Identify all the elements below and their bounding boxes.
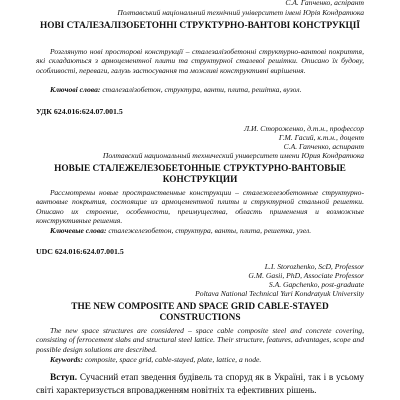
ru-abstract: Рассмотрены новые пространственные конструкции – сталежелезобетонные структурно-вантовые покрытия, состоящие из армоцементной плиты и структурной стальной решетки. Описано их строение, особенности, преимущества, область применения и возможные конструктивные решения. <box>36 188 364 226</box>
ru-keywords-text: сталежелезобетон, структура, ванты, плита, решетка, узел. <box>108 226 312 235</box>
ru-keywords <box>36 226 364 235</box>
ru-author-1: Л.И. Стороженко, д.т.н., профессор <box>243 124 364 133</box>
ua-title: НОВІ СТАЛЕЗАЛІЗОБЕТОННІ СТРУКТУРНО-ВАНТОВІ КОНСТРУКЦІЇ <box>40 21 360 31</box>
ru-title: НОВЫЕ СТАЛЕЖЕЛЕЗОБЕТОННЫЕ СТРУКТУРНО-ВАНТОВЫЕ КОНСТРУКЦИИ <box>54 164 346 185</box>
ua-affiliation: Полтавський національний технічний університет імені Юрія Кондратюка <box>117 8 364 17</box>
en-affiliation: Poltava National Technical Yuri Kondratyuk University <box>195 289 364 298</box>
intro-paragraph <box>36 372 364 397</box>
en-keywords-text: composite, space grid, cable-stayed, plate, lattice, a node. <box>84 355 262 364</box>
en-title: THE NEW COMPOSITE AND SPACE GRID CABLE-STAYED CONSTRUCTIONS <box>71 302 329 323</box>
en-abstract: The new space structures are considered – space cable composite steel and concrete covering, consisting of ferrocement slabs and structural steel lattice. Their structure, features, advantages, scope and possible design solutions are described. <box>36 326 364 354</box>
ua-keywords <box>36 85 364 94</box>
ua-author-line: С.А. Гапченко, аспірант <box>285 0 364 7</box>
ru-author-3: С.А. Гапченко, аспирант <box>283 142 364 151</box>
intro-label: Вступ. <box>50 373 78 383</box>
intro-text: Сучасний етап зведення будівель та споруд як в Україні, так і в усьому світі характеризується впровадженням новітніх та ефективних рішень. <box>36 373 365 396</box>
en-udc: UDC 624.016:624.07.001.5 <box>36 247 124 256</box>
ua-abstract: Розглянуто нові просторові конструкції – сталезалізобетонні структурно-вантові покриття, які складаються з армоцементної плити та структурної сталевої решітки. Описано їх будову, особливості, переваги, галузь застосування та можливі конструктивні вирішення. <box>36 47 364 75</box>
ua-keywords-text: сталезалізобетон, структура, ванти, плита, решітка, вузол. <box>102 85 302 94</box>
en-keywords-label: Keywords: <box>50 355 83 364</box>
ru-author-2: Г.М. Гасий, к.т.н., доцент <box>278 133 364 142</box>
en-author-2: G.M. Gasii, PhD, Associate Professor <box>248 271 364 280</box>
ua-keywords-label: Ключові слова: <box>50 85 101 94</box>
en-author-3: S.A. Gapchenko, post-graduate <box>268 280 364 289</box>
ru-affiliation: Полтавский национальный технический университет имени Юрия Кондратюка <box>102 151 364 160</box>
ru-keywords-label: Ключевые слова: <box>50 226 107 235</box>
en-author-1: L.I. Storozhenko, ScD, Professor <box>264 262 364 271</box>
en-keywords <box>36 355 364 364</box>
ru-udc: УДК 624.016:624.07.001.5 <box>36 107 123 116</box>
